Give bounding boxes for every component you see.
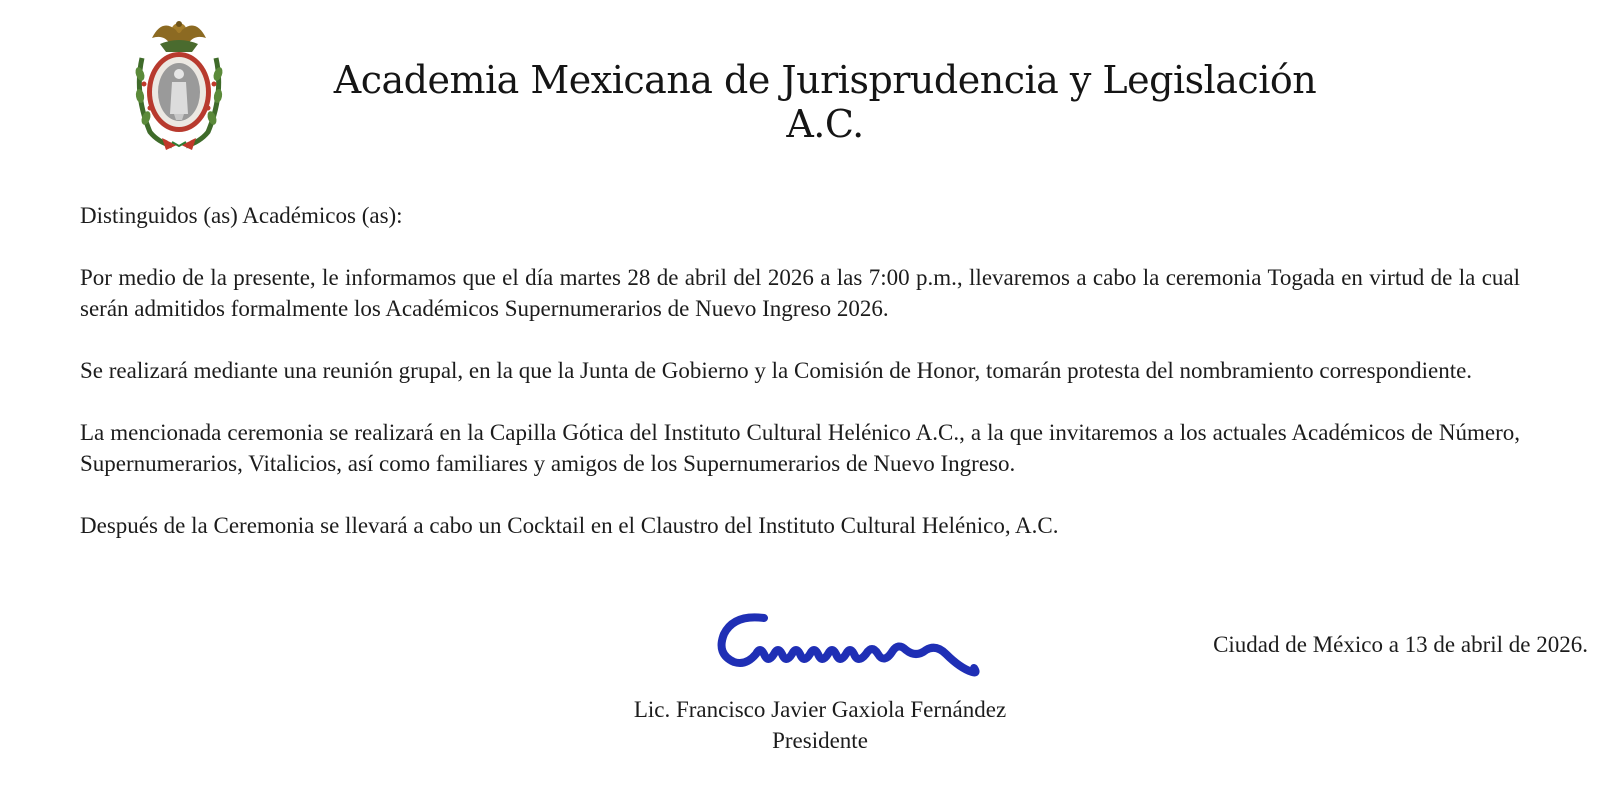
eagle-crest-icon xyxy=(152,21,206,52)
letter-body xyxy=(80,200,1520,572)
letter-paragraph-4: Después de la Ceremonia se llevará a cabo un Cocktail en el Claustro del Instituto Cultural Helénico, A.C. xyxy=(80,513,1059,538)
institution-title: Academia Mexicana de Jurisprudencia y Legislación A.C. xyxy=(333,58,1317,146)
letter-paragraph-2: Se realizará mediante una reunión grupal, en la que la Junta de Gobierno y la Comisión de Honor, tomarán protesta del nombramiento correspondiente. xyxy=(80,358,1473,383)
signer-role: Presidente xyxy=(772,728,868,753)
academy-coat-of-arms-icon xyxy=(132,14,226,154)
letter-paragraph-1: Por medio de la presente, le informamos que el día martes 28 de abril del 2026 a las 7:00 p.m., llevaremos a cabo la ceremonia Togada en virtud de la cual serán admitidos formalmente los Académicos Supernumerarios de Nuevo Ingreso 2026. xyxy=(80,265,1520,321)
letter-salutation: Distinguidos (as) Académicos (as): xyxy=(80,203,403,228)
signer-name: Lic. Francisco Javier Gaxiola Fernández xyxy=(633,697,1007,722)
letter-paragraph-3: La mencionada ceremonia se realizará en la Capilla Gótica del Instituto Cultural Helénico A.C., a la que invitaremos a los actuales Académicos de Número, Supernumerarios, Vitalicios, así como familiares y amigos de los Supernumerarios de Nuevo Ingreso. xyxy=(80,420,1520,476)
place-and-date: Ciudad de México a 13 de abril de 2026. xyxy=(1213,632,1588,657)
signature-icon xyxy=(716,610,986,690)
